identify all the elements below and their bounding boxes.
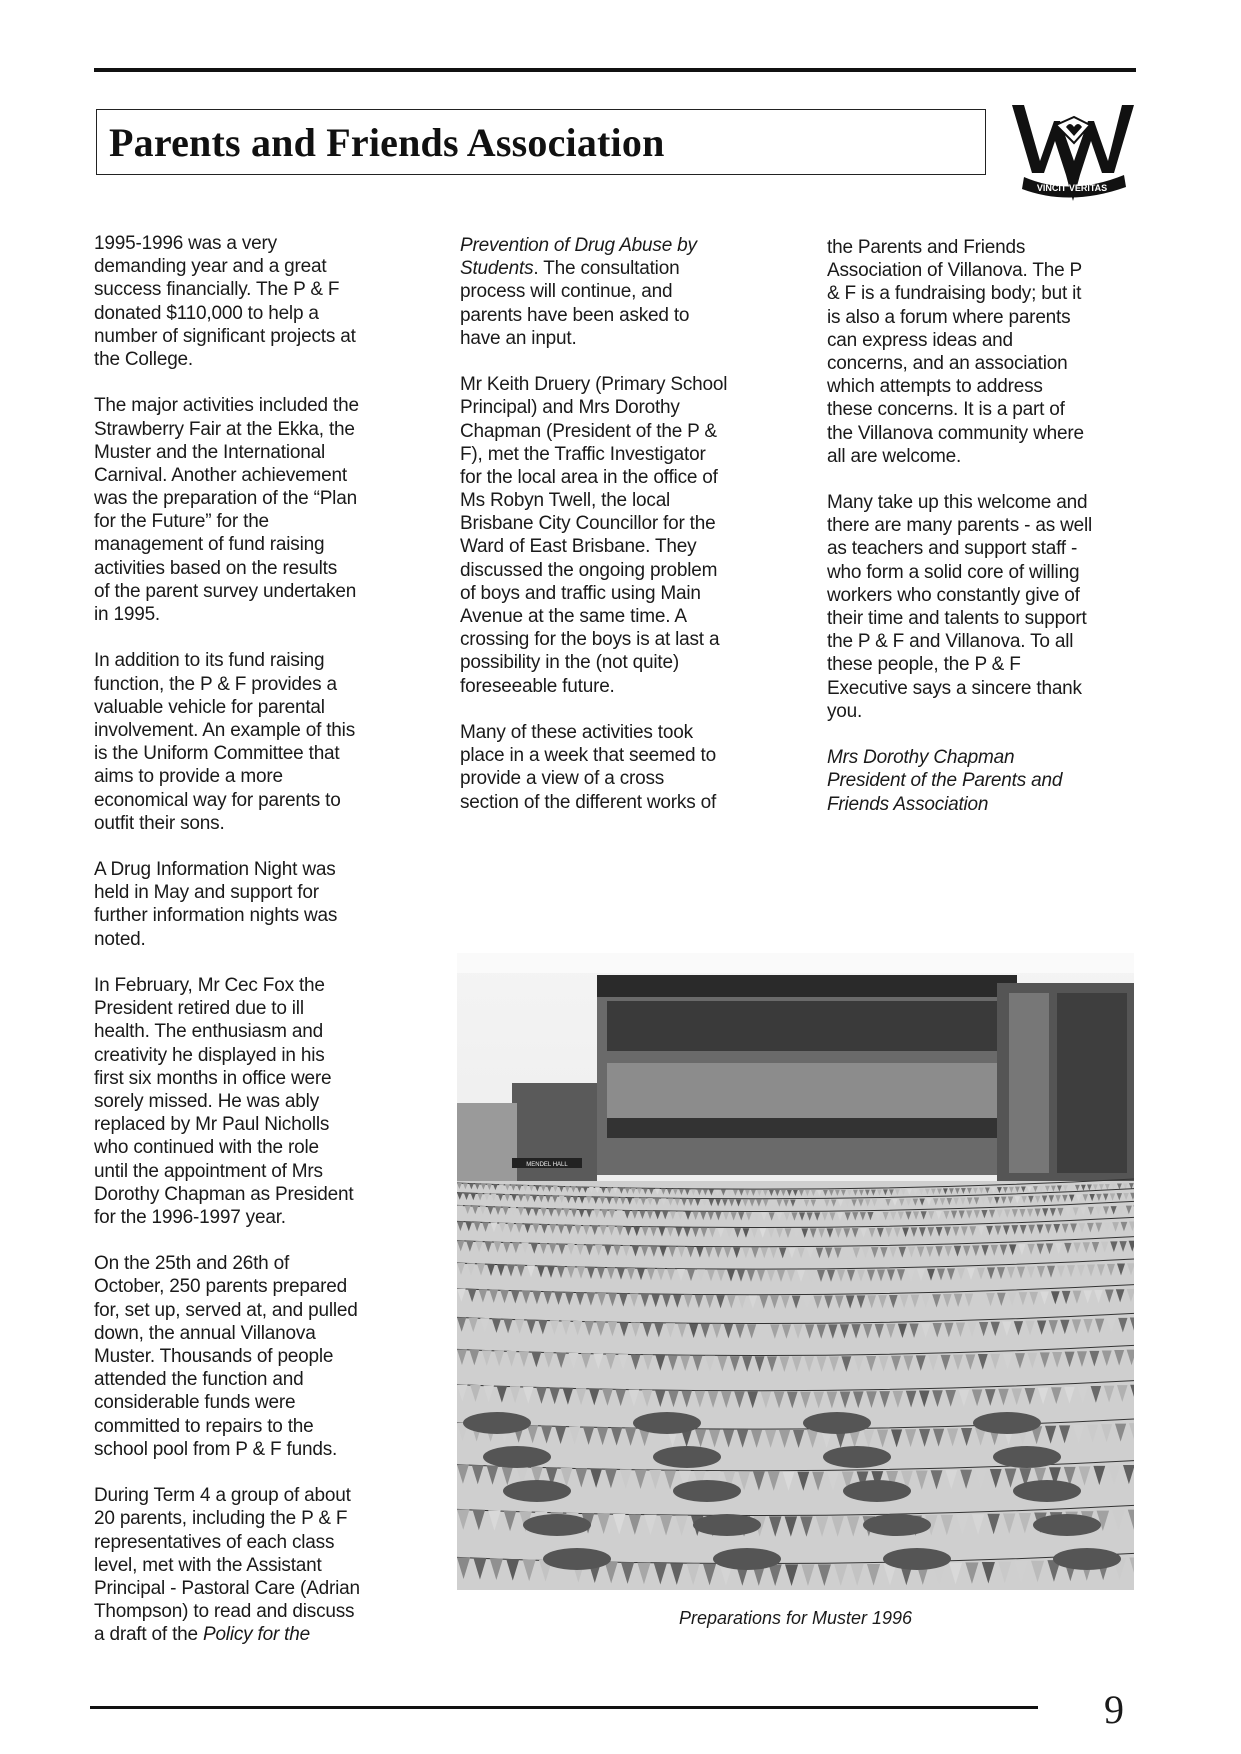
text-line: A Drug Information Night was [94, 859, 336, 881]
text-line: there are many parents - as well [827, 515, 1092, 537]
text-line: who continued with the role [94, 1137, 319, 1159]
hedge [1013, 1480, 1081, 1502]
hedge [673, 1480, 741, 1502]
text-line: foreseeable future. [460, 675, 615, 697]
text-column-3 [827, 236, 1092, 816]
text-line: concerns, and an association [827, 352, 1068, 374]
paragraph-gap [94, 1461, 360, 1484]
text-line: of boys and traffic using Main [460, 582, 701, 604]
italic-text: Friends Association [827, 793, 989, 815]
text-line: who form a solid core of willing [827, 561, 1080, 583]
text-line: number of significant projects at [94, 325, 356, 347]
text-line: Mr Keith Druery (Primary School [460, 374, 728, 396]
page-title: Parents and Friends Association [109, 120, 665, 165]
hedge [483, 1446, 551, 1468]
italic-text: Policy for the [202, 1624, 310, 1646]
text-line: economical way for parents to [94, 789, 341, 811]
paragraph-gap [94, 951, 360, 974]
text-line: replaced by Mr Paul Nicholls [94, 1114, 330, 1136]
text-segment: . The consultation [533, 258, 680, 280]
crest-icon [1010, 103, 1136, 205]
text-line [827, 793, 1092, 816]
text-line: considerable funds were [94, 1392, 296, 1414]
text-line: for the local area in the office of [460, 466, 718, 488]
italic-text: President of the Parents and [827, 770, 1063, 792]
text-line: donated $110,000 to help a [94, 302, 319, 324]
text-line: as teachers and support staff - [827, 538, 1078, 560]
text-line: workers who constantly give of [827, 584, 1080, 606]
text-line: During Term 4 a group of about [94, 1485, 351, 1507]
text-line: & F is a fundraising body; but it [827, 283, 1082, 305]
text-line: section of the different works of [460, 791, 717, 813]
hedge [993, 1446, 1061, 1468]
text-line: first six months in office were [94, 1067, 332, 1089]
italic-text: Students [460, 258, 534, 280]
text-line: which attempts to address [827, 376, 1043, 398]
text-line: the Villanova community where [827, 422, 1084, 444]
text-line: creativity he displayed in his [94, 1044, 325, 1066]
text-line [94, 1623, 360, 1646]
text-line: discussed the ongoing problem [460, 559, 718, 581]
text-line: In addition to its fund raising [94, 650, 325, 672]
text-line: parents have been asked to [460, 304, 690, 326]
svg-text:VINCIT VERITAS: VINCIT VERITAS [1036, 183, 1108, 193]
text-line: down, the annual Villanova [94, 1322, 316, 1344]
text-line: involvement. An example of this [94, 719, 355, 741]
paragraph-gap [460, 698, 727, 721]
school-crest-logo [1010, 103, 1136, 205]
hedge [1033, 1514, 1101, 1536]
hedge [653, 1446, 721, 1468]
hedge [713, 1548, 781, 1570]
text-column-1 [94, 232, 360, 1646]
text-line: Muster and the International [94, 441, 325, 463]
bottom-rule [90, 1706, 1038, 1709]
text-line: further information nights was [94, 905, 338, 927]
text-line: provide a view of a cross [460, 768, 665, 790]
text-line: Carnival. Another achievement [94, 464, 347, 486]
text-line: the College. [94, 348, 194, 370]
text-column-2 [460, 234, 727, 814]
paragraph-gap [827, 723, 1092, 746]
text-line: Dorothy Chapman as President [94, 1183, 354, 1205]
text-line: In February, Mr Cec Fox the [94, 975, 325, 996]
title-box [96, 109, 986, 175]
hedge [503, 1480, 571, 1502]
text-line [827, 746, 1092, 769]
text-line: Many of these activities took [460, 721, 693, 743]
text-line: held in May and support for [94, 882, 319, 904]
text-line: these concerns. It is a part of [827, 399, 1065, 421]
paragraph-gap [94, 835, 360, 858]
text-line: success financially. The P & F [94, 279, 340, 301]
text-line: have an input. [460, 327, 577, 349]
text-line: Principal) and Mrs Dorothy [460, 397, 680, 419]
hedge [523, 1514, 591, 1536]
text-line: Chapman (President of the P & [460, 420, 717, 442]
text-line: you. [827, 700, 863, 722]
text-line: Muster. Thousands of people [94, 1346, 334, 1367]
text-line: Avenue at the same time. A [460, 606, 687, 627]
text-line: for, set up, served at, and pulled [94, 1299, 358, 1321]
photo-caption: Preparations for Muster 1996 [678, 1608, 913, 1628]
hedge [883, 1548, 951, 1570]
text-line: noted. [94, 928, 146, 950]
text-line: Executive says a sincere thank [827, 677, 1082, 699]
text-line: the P & F and Villanova. To all [827, 631, 1074, 653]
hedge [843, 1480, 911, 1502]
hedge [803, 1412, 871, 1434]
text-line: these people, the P & F [827, 654, 1021, 676]
text-line: Ms Robyn Twell, the local [460, 490, 671, 512]
text-line: October, 250 parents prepared [94, 1276, 347, 1298]
text-line: 20 parents, including the P & F [94, 1508, 348, 1530]
hedge [633, 1412, 701, 1434]
text-line: 1995-1996 was a very [94, 233, 277, 254]
text-line: is the Uniform Committee that [94, 743, 340, 765]
hedge [973, 1412, 1041, 1434]
text-line: their time and talents to support [827, 608, 1087, 629]
text-line: management of fund raising [94, 534, 325, 556]
hedge [693, 1514, 761, 1536]
photo-sign: MENDEL HALL [526, 1162, 568, 1168]
text-line: possibility in the (not quite) [460, 652, 679, 674]
text-line: Many take up this welcome and [827, 492, 1088, 514]
text-line: was the preparation of the “Plan [94, 488, 357, 510]
text-line: of the parent survey undertaken [94, 580, 357, 602]
text-line: place in a week that seemed to [460, 745, 716, 767]
text-line: sorely missed. He was ably [94, 1090, 319, 1112]
text-line: Association of Villanova. The P [827, 260, 1083, 282]
text-line: for the 1996-1997 year. [94, 1206, 286, 1228]
italic-text: Prevention of Drug Abuse by [460, 235, 697, 256]
text-line: function, the P & F provides a [94, 673, 337, 695]
text-line: attended the function and [94, 1369, 304, 1391]
hedge [823, 1446, 891, 1468]
text-segment: a draft of the [94, 1624, 203, 1646]
text-line: health. The enthusiasm and [94, 1021, 323, 1043]
text-line: activities based on the results [94, 557, 338, 579]
text-line: process will continue, and [460, 281, 673, 303]
text-line: President retired due to ill [94, 998, 304, 1020]
text-line: Principal - Pastoral Care (Adrian [94, 1577, 360, 1599]
text-line: valuable vehicle for parental [94, 696, 325, 718]
paragraph-gap [460, 350, 727, 373]
text-line: aims to provide a more [94, 766, 283, 788]
hedge [863, 1514, 931, 1536]
text-line: school pool from P & F funds. [94, 1438, 338, 1460]
paragraph-gap [827, 468, 1092, 491]
text-line: demanding year and a great [94, 256, 327, 278]
text-line: On the 25th and 26th of [94, 1253, 290, 1275]
text-line: The major activities included the [94, 395, 359, 417]
text-line: Ward of East Brisbane. They [460, 536, 697, 558]
text-line: committed to repairs to the [94, 1415, 314, 1437]
text-line [460, 257, 727, 280]
text-line: in 1995. [94, 604, 161, 625]
text-line: Strawberry Fair at the Ekka, the [94, 418, 355, 440]
text-line: all are welcome. [827, 445, 962, 467]
text-line: outfit their sons. [94, 812, 225, 834]
text-line [827, 769, 1092, 792]
text-line: Thompson) to read and discuss [94, 1601, 355, 1623]
top-rule [94, 68, 1136, 72]
text-line: Brisbane City Councillor for the [460, 513, 716, 535]
paragraph-gap [94, 371, 360, 394]
text-line: is also a forum where parents [827, 306, 1071, 328]
text-line: can express ideas and [827, 329, 1013, 351]
paragraph-gap [94, 1229, 360, 1252]
text-line: crossing for the boys is at last a [460, 629, 720, 651]
paragraph-gap [94, 626, 360, 649]
text-line: level, met with the Assistant [94, 1554, 322, 1576]
muster-photo [457, 953, 1134, 1590]
hedge [543, 1548, 611, 1570]
italic-text: Mrs Dorothy Chapman [827, 747, 1015, 769]
hedge [463, 1412, 531, 1434]
text-line: until the appointment of Mrs [94, 1160, 323, 1182]
page-number: 9 [1104, 1687, 1124, 1732]
text-line: representatives of each class [94, 1531, 335, 1553]
text-line [460, 234, 727, 257]
text-line: F), met the Traffic Investigator [460, 443, 706, 465]
text-line: for the Future” for the [94, 511, 269, 533]
text-line: the Parents and Friends [827, 237, 1026, 258]
hedge [1053, 1548, 1121, 1570]
